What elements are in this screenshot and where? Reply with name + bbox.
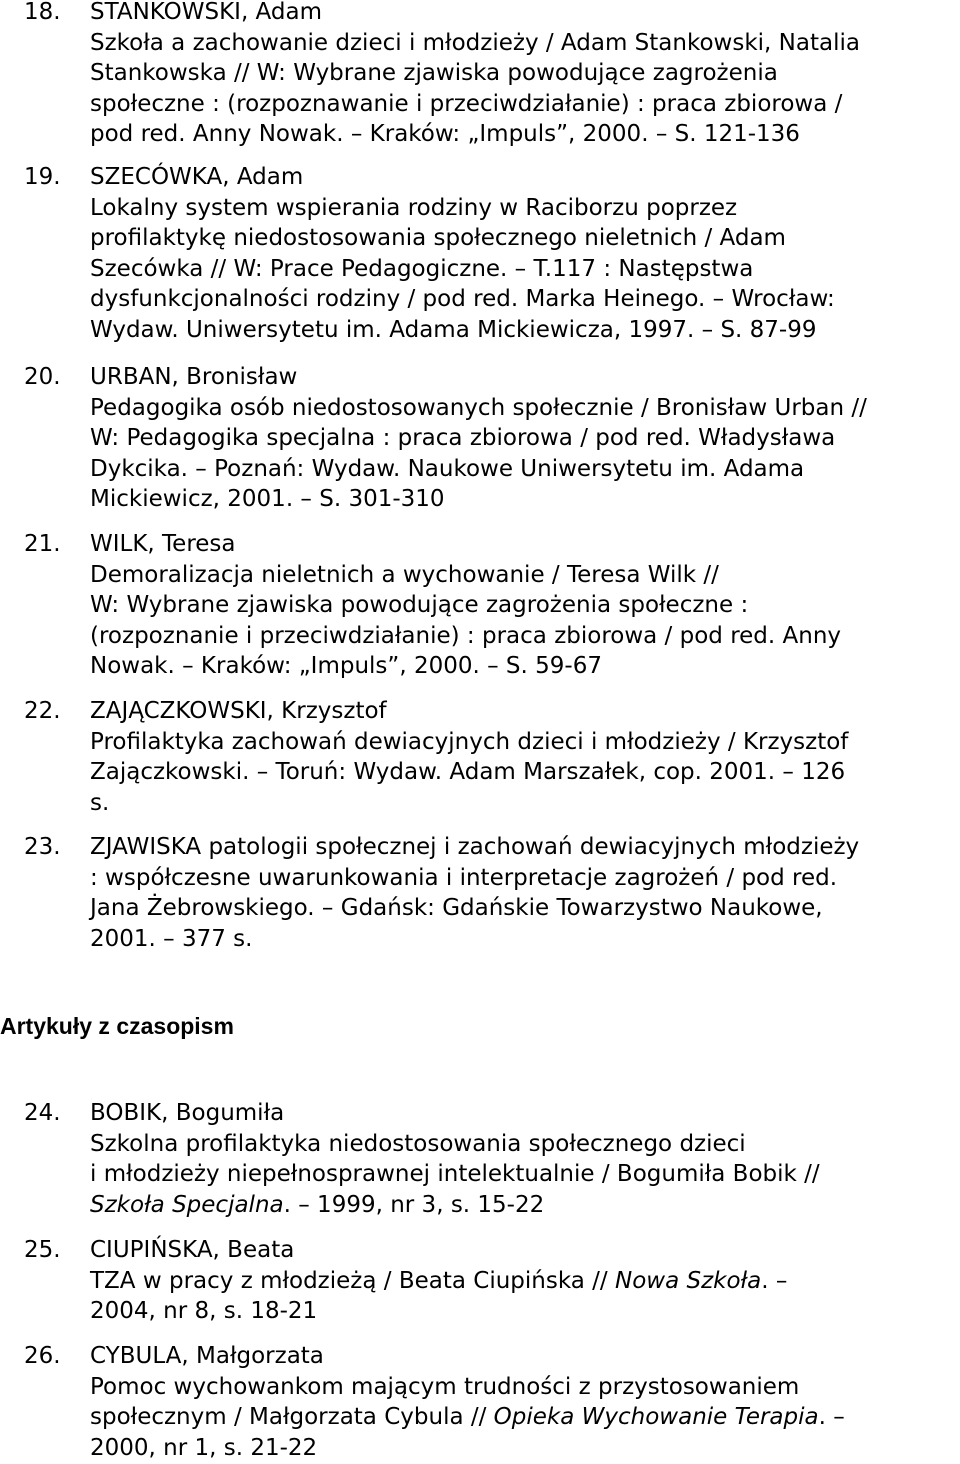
entry-line: Szecówka // W: Prace Pedagogiczne. – T.117 : Następstwa xyxy=(90,255,754,282)
entry-number: 22. xyxy=(24,698,61,724)
entry-line: społeczne : (rozpoznawanie i przeciwdziałanie) : praca zbiorowa / xyxy=(90,90,843,117)
entry-line xyxy=(90,1266,956,1297)
entry-dash: . – xyxy=(818,1404,845,1430)
entry-text xyxy=(90,0,956,150)
entry-line: Stankowska // W: Wybrane zjawiska powodujące zagrożenia xyxy=(90,60,778,86)
entry-line: s. xyxy=(90,789,110,816)
entry-number: 18. xyxy=(24,0,61,25)
entry-author: ZAJĄCZKOWSKI, Krzysztof xyxy=(90,698,387,724)
entry-line: Szkoła a zachowanie dzieci i młodzieży / Adam Stankowski, Natalia xyxy=(90,29,860,56)
entry-title: TZA w pracy z młodzieżą / Beata Ciupińska // xyxy=(90,1267,615,1294)
entry-line: profilaktykę niedostosowania społecznego nieletnich / Adam xyxy=(90,225,786,251)
entry-line: (rozpoznanie i przeciwdziałanie) : praca zbiorowa / pod red. Anny xyxy=(90,622,842,649)
entry-line: pod red. Anny Nowak. – Kraków: „Impuls”, 2000. – S. 121-136 xyxy=(90,121,800,147)
entry-number: 23. xyxy=(24,834,61,860)
entry-text xyxy=(90,529,956,682)
entry-line: Zajączkowski. – Toruń: Wydaw. Adam Marszałek, cop. 2001. – 126 xyxy=(90,759,846,785)
entry-author: CYBULA, Małgorzata xyxy=(90,1343,324,1369)
entry-line xyxy=(90,1402,956,1433)
entry-line: Lokalny system wspierania rodziny w Raciborzu poprzez xyxy=(90,194,738,221)
entry-line: W: Pedagogika specjalna : praca zbiorowa / pod red. Władysława xyxy=(90,425,836,451)
entry-line: Pedagogika osób niedostosowanych społecznie / Bronisław Urban // xyxy=(90,394,867,421)
entry-number: 20. xyxy=(24,364,61,390)
entry-number: 21. xyxy=(24,531,61,557)
entry-number: 25. xyxy=(24,1237,61,1263)
entry-number: 19. xyxy=(24,164,61,190)
entry-text xyxy=(90,1341,956,1463)
entry-line: Mickiewicz, 2001. – S. 301-310 xyxy=(90,486,445,512)
entry-line: dysfunkcjonalności rodziny / pod red. Marka Heinego. – Wrocław: xyxy=(90,286,835,312)
entry-text xyxy=(90,696,956,818)
entry-text xyxy=(90,162,956,345)
entry-author: WILK, Teresa xyxy=(90,531,236,557)
entry-author: BOBIK, Bogumiła xyxy=(90,1100,285,1126)
entry-number: 24. xyxy=(24,1100,61,1126)
entry-title: społecznym / Małgorzata Cybula // xyxy=(90,1404,494,1430)
entry-text xyxy=(90,362,956,515)
journal-title: Nowa Szkoła xyxy=(615,1267,762,1294)
entry-line: Demoralizacja nieletnich a wychowanie / Teresa Wilk // xyxy=(90,561,719,588)
entry-line: Nowak. – Kraków: „Impuls”, 2000. – S. 59-67 xyxy=(90,653,602,679)
entry-line: i młodzieży niepełnosprawnej intelektualnie / Bogumiła Bobik // xyxy=(90,1161,820,1187)
entry-text xyxy=(90,1098,956,1220)
entry-line: Szkolna profilaktyka niedostosowania społecznego dzieci xyxy=(90,1130,746,1157)
entry-number: 26. xyxy=(24,1343,61,1369)
entry-author: URBAN, Bronisław xyxy=(90,364,298,390)
journal-title: Szkoła Specjalna xyxy=(90,1191,284,1218)
entry-line: : współczesne uwarunkowania i interpretacje zagrożeń / pod red. xyxy=(90,864,838,891)
entry-line xyxy=(90,1190,956,1221)
entry-line: 2004, nr 8, s. 18-21 xyxy=(90,1298,318,1324)
section-heading: Artykuły z czasopism xyxy=(0,1013,234,1039)
entry-line: 2001. – 377 s. xyxy=(90,925,253,952)
entry-line: W: Wybrane zjawiska powodujące zagrożenia społeczne : xyxy=(90,592,749,618)
entry-author: CIUPIŃSKA, Beata xyxy=(90,1237,295,1263)
entry-dash: . – xyxy=(761,1267,788,1294)
entry-text xyxy=(90,1235,956,1327)
entry-line: 2000, nr 1, s. 21-22 xyxy=(90,1434,318,1461)
entry-line: Pomoc wychowankom mającym trudności z przystosowaniem xyxy=(90,1373,800,1400)
entry-line: Profilaktyka zachowań dewiacyjnych dzieci i młodzieży / Krzysztof xyxy=(90,728,849,755)
entry-line: Dykcika. – Poznań: Wydaw. Naukowe Uniwersytetu im. Adama xyxy=(90,455,805,482)
entry-line: Wydaw. Uniwersytetu im. Adama Mickiewicza, 1997. – S. 87-99 xyxy=(90,316,817,343)
entry-title: ZJAWISKA patologii społecznej i zachowań dewiacyjnych młodzieży xyxy=(90,834,860,860)
entry-text xyxy=(90,832,956,954)
entry-line: Jana Żebrowskiego. – Gdańsk: Gdańskie Towarzystwo Naukowe, xyxy=(90,895,823,921)
journal-title: Opieka Wychowanie Terapia xyxy=(493,1404,819,1430)
entry-author: STANKOWSKI, Adam xyxy=(90,0,322,25)
entry-citation: . – 1999, nr 3, s. 15-22 xyxy=(283,1191,545,1218)
entry-author: SZECÓWKA, Adam xyxy=(90,164,304,190)
